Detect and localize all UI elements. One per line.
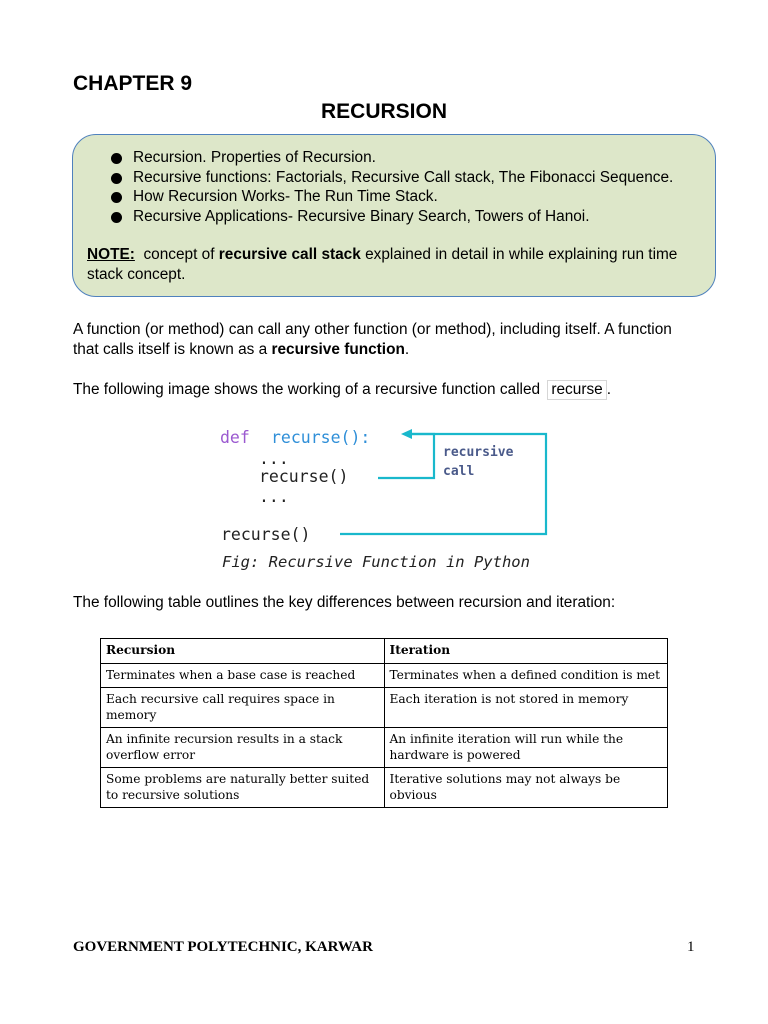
header-iteration: Iteration: [384, 639, 668, 664]
list-item: Recursive functions: Factorials, Recursive Call stack, The Fibonacci Sequence.: [111, 168, 673, 188]
recursion-figure: [215, 420, 560, 555]
intro-paragraph: A function (or method) can call any other function (or method), including itself. A function that calls itself is known as a recursive function.: [73, 321, 672, 358]
table-row: [101, 728, 668, 768]
topic-list: [111, 148, 673, 226]
comparison-table: [100, 638, 668, 808]
note-label: NOTE:: [87, 246, 135, 263]
def-keyword: def: [220, 428, 250, 447]
list-item: Recursive Applications- Recursive Binary Search, Towers of Hanoi.: [111, 207, 673, 227]
ellipsis-top: ...: [259, 449, 289, 468]
table-cell: Each iteration is not stored in memory: [384, 688, 668, 728]
page-number: 1: [687, 939, 695, 955]
table-cell: Each recursive call requires space in memory: [101, 688, 385, 728]
table-cell: Some problems are naturally better suited to recursive solutions: [101, 768, 385, 808]
bullet-icon: [111, 192, 122, 203]
table-row: [101, 688, 668, 728]
table-header-row: [101, 639, 668, 664]
list-item: How Recursion Works- The Run Time Stack.: [111, 187, 673, 207]
header-recursion: Recursion: [101, 639, 385, 664]
figure-caption: Fig: Recursive Function in Python: [222, 553, 530, 571]
recursive-label: recursive: [443, 445, 514, 460]
table-cell: An infinite recursion results in a stack overflow error: [101, 728, 385, 768]
function-header: recurse():: [271, 428, 371, 447]
table-row: [101, 768, 668, 808]
table-row: [101, 663, 668, 688]
recursive-function-term: recursive function: [271, 341, 405, 358]
topics-box: [72, 134, 716, 297]
inner-call: recurse(): [259, 467, 349, 486]
page-title: RECURSION: [320, 100, 447, 123]
table-cell: Terminates when a base case is reached: [101, 663, 385, 688]
bullet-icon: [111, 153, 122, 164]
bullet-icon: [111, 212, 122, 223]
table-cell: Iterative solutions may not always be obvious: [384, 768, 668, 808]
call-label: call: [443, 464, 475, 479]
arrowhead-icon: [401, 429, 412, 439]
ellipsis-bottom: ...: [259, 487, 289, 506]
inner-call-arrow: [378, 434, 434, 478]
footer-institution: GOVERNMENT POLYTECHNIC, KARWAR: [73, 939, 373, 955]
note-emphasis: recursive call stack: [218, 246, 361, 263]
list-item: Recursion. Properties of Recursion.: [111, 148, 673, 168]
figure-intro-paragraph: The following image shows the working of a recursive function called recurse .: [73, 381, 611, 398]
recursion-diagram: [215, 420, 560, 550]
chapter-heading: CHAPTER 9: [73, 72, 193, 95]
table-cell: Terminates when a defined condition is met: [384, 663, 668, 688]
bullet-icon: [111, 173, 122, 184]
inline-code: recurse: [547, 380, 606, 400]
note: NOTE: concept of recursive call stack explained in detail in while explaining run time stack concept.: [87, 246, 678, 283]
outer-call: recurse(): [221, 525, 311, 544]
table-cell: An infinite iteration will run while the hardware is powered: [384, 728, 668, 768]
table-intro-paragraph: The following table outlines the key differences between recursion and iteration:: [73, 594, 616, 611]
